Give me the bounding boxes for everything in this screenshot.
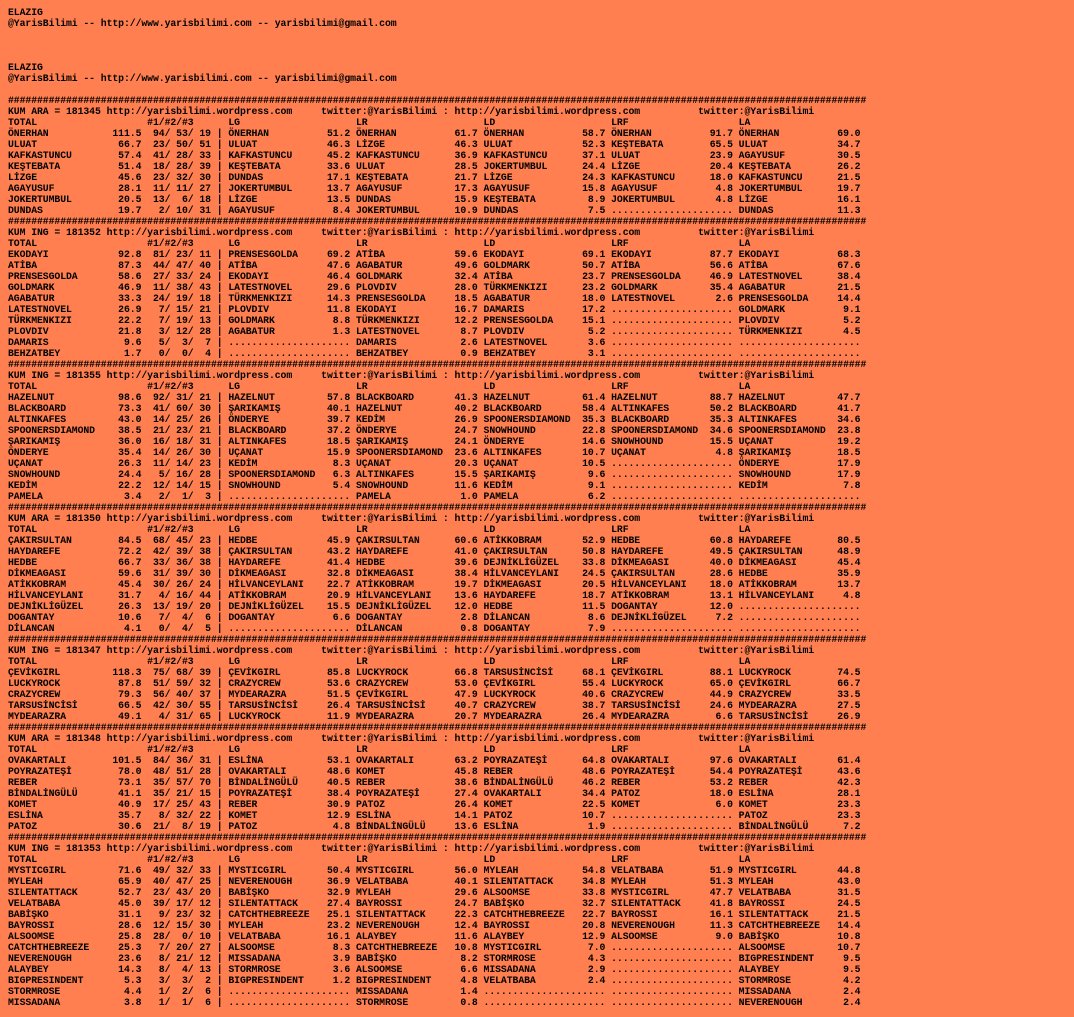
table-row: ALSOOMSE 25.8 28/ 0/ 10 | VELATBABA 16.1 ALAYBEY 11.6 ALAYBEY 12.9 ALSOOMSE 9.0 BABİŞKO 10.8	[8, 931, 861, 942]
race-header-line: KUM ING = 181355 http://yarisbilimi.wordpress.com twitter:@YarisBilimi : http://yarisbilimi.wordpress.com twitter:@YarisBilimi	[8, 370, 815, 381]
table-row: ATİBA 87.3 44/ 47/ 40 | ATİBA 47.6 AGABATUR 49.6 GOLDMARK 50.7 ATİBA 56.6 ATİBA 67.6	[8, 260, 861, 271]
table-row: REBER 73.1 35/ 57/ 70 | BİNDALİNGÜLÜ 40.5 REBER 38.6 BİNDALİNGÜLÜ 46.2 REBER 53.2 REBER 42.3	[8, 777, 861, 788]
race-header-line: KUM ARA = 181345 http://yarisbilimi.wordpress.com twitter:@YarisBilimi : http://yarisbilimi.wordpress.com twitter:@YarisBilimi	[8, 106, 815, 117]
table-row: BEHZATBEY 1.7 0/ 0/ 4 | ..................... BEHZATBEY 0.9 BEHZATBEY 3.1 ..................... .....................	[8, 348, 861, 359]
race-table	[8, 216, 1070, 359]
table-row: VELATBABA 45.0 39/ 17/ 12 | SILENTATTACK 27.4 BAYROSSI 24.7 BABİŞKO 32.7 SILENTATTACK 41.8 BAYROSSI 24.5	[8, 898, 861, 909]
table-row: ÖNDERYE 35.4 14/ 26/ 30 | UÇANAT 15.9 SPOONERSDIAMOND 23.6 ALTINKAFES 10.7 UÇANAT 4.8 ŞARIKAMIŞ 18.5	[8, 447, 861, 458]
column-header-line: TOTAL #1/#2/#3 LG LR LD LRF LA	[8, 854, 751, 865]
table-row: MISSADANA 3.8 1/ 1/ 6 | ..................... STORMROSE 0.8 ..................... ..................... NEVERENOUGH 2.4	[8, 997, 861, 1008]
table-row: SPOONERSDIAMOND 38.5 21/ 23/ 21 | BLACKBOARD 37.2 ÖNDERYE 24.7 SNOWHOUND 22.8 SPOONERSDIAMOND 34.6 SPOONERSDIAMOND 23.8	[8, 425, 861, 436]
table-row: EKODAYI 92.8 81/ 23/ 11 | PRENSESGOLDA 69.2 ATİBA 59.6 EKODAYI 69.1 EKODAYI 87.7 EKODAYI 68.3	[8, 249, 861, 260]
race-tables	[8, 95, 1070, 1008]
header-1-title: ELAZIG	[8, 7, 43, 18]
table-row: ESLİNA 35.7 8/ 32/ 22 | KOMET 12.9 ESLİNA 14.1 PATOZ 10.7 ..................... PATOZ 23.3	[8, 810, 861, 821]
race-table	[8, 359, 1070, 502]
table-row: ATİKKOBRAM 45.4 30/ 26/ 24 | HİLVANCEYLANI 22.7 ATİKKOBRAM 19.7 DİKMEAGASI 20.5 HİLVANCEYLANI 18.0 ATİKKOBRAM 13.7	[8, 579, 861, 590]
spacer	[8, 84, 1070, 95]
table-row: TARSUSİNCİSİ 66.5 42/ 30/ 55 | TARSUSİNCİSİ 26.4 TARSUSİNCİSİ 40.7 CRAZYCREW 38.7 TARSUSİNCİSİ 24.6 MYDEARAZRA 27.5	[8, 700, 861, 711]
column-header-line: TOTAL #1/#2/#3 LG LR LD LRF LA	[8, 744, 751, 755]
table-row: BİNDALİNGÜLÜ 41.1 35/ 21/ 15 | POYRAZATEŞİ 38.4 POYRAZATEŞİ 27.4 OVAKARTALI 34.4 PATOZ 18.0 ESLİNA 28.1	[8, 788, 861, 799]
separator-line: ####################################################################################################################################################	[8, 95, 867, 106]
table-row: ÇAKIRSULTAN 84.5 68/ 45/ 23 | HEDBE 45.9 ÇAKIRSULTAN 60.6 ATİKKOBRAM 52.9 HEDBE 60.8 HAYDAREFE 80.5	[8, 535, 861, 546]
table-row: DEJNİKLİGÜZEL 26.3 13/ 19/ 20 | DEJNİKLİGÜZEL 15.5 DEJNİKLİGÜZEL 12.0 HEDBE 11.5 DOGANTAY 12.0 .....................	[8, 601, 861, 612]
table-row: DİKMEAGASI 59.6 31/ 39/ 30 | DİKMEAGASI 32.8 DİKMEAGASI 38.4 HİLVANCEYLANI 24.5 ÇAKIRSULTAN 28.6 HEDBE 35.9	[8, 568, 861, 579]
race-header-line: KUM ING = 181352 http://yarisbilimi.wordpress.com twitter:@YarisBilimi : http://yarisbilimi.wordpress.com twitter:@YarisBilimi	[8, 227, 815, 238]
table-row: ŞARIKAMIŞ 36.0 16/ 18/ 31 | ALTINKAFES 18.5 ŞARIKAMIŞ 24.1 ÖNDERYE 14.6 SNOWHOUND 15.5 UÇANAT 19.2	[8, 436, 861, 447]
table-row: ALAYBEY 14.3 8/ 4/ 13 | STORMROSE 3.6 ALSOOMSE 6.6 MISSADANA 2.9 ..................... ALAYBEY 9.5	[8, 964, 861, 975]
table-row: LİZGE 45.6 23/ 32/ 30 | DUNDAS 17.1 KEŞTEBATA 21.7 LİZGE 24.3 KAFKASTUNCU 18.0 KAFKASTUNCU 21.5	[8, 172, 861, 183]
table-row: PATOZ 30.6 21/ 8/ 19 | PATOZ 4.8 BİNDALİNGÜLÜ 13.6 ESLİNA 1.9 ..................... BİNDALİNGÜLÜ 7.2	[8, 821, 861, 832]
report-page	[8, 7, 1070, 1008]
table-row: BABİŞKO 31.1 9/ 23/ 32 | CATCHTHEBREEZE 25.1 SILENTATTACK 22.3 CATCHTHEBREEZE 22.7 BAYROSSI 16.1 SILENTATTACK 21.5	[8, 909, 861, 920]
table-row: DİLANCAN 4.1 0/ 4/ 5 | ..................... DİLANCAN 0.8 DOGANTAY 7.9 ..................... .....................	[8, 623, 861, 634]
separator-line: ####################################################################################################################################################	[8, 722, 867, 733]
table-row: BAYROSSI 28.6 12/ 15/ 30 | MYLEAH 23.2 NEVERENOUGH 12.4 BAYROSSI 20.8 NEVERENOUGH 11.3 CATCHTHEBREEZE 14.4	[8, 920, 861, 931]
table-row: MYSTICGIRL 71.6 49/ 32/ 33 | MYSTICGIRL 50.4 MYSTICGIRL 56.0 MYLEAH 54.8 VELATBABA 51.9 MYSTICGIRL 44.8	[8, 865, 861, 876]
race-table	[8, 832, 1070, 1008]
table-row: MYDEARAZRA 49.1 4/ 31/ 65 | LUCKYROCK 11.9 MYDEARAZRA 20.7 MYDEARAZRA 26.4 MYDEARAZRA 6.6 TARSUSİNCİSİ 26.9	[8, 711, 861, 722]
race-header-line: KUM ING = 181353 http://yarisbilimi.wordpress.com twitter:@YarisBilimi : http://yarisbilimi.wordpress.com twitter:@YarisBilimi	[8, 843, 815, 854]
race-table	[8, 722, 1070, 832]
separator-line: ####################################################################################################################################################	[8, 216, 867, 227]
table-row: BIGPRESINDENT 5.3 3/ 3/ 2 | BIGPRESINDENT 1.2 BIGPRESINDENT 4.8 VELATBABA 2.4 ..................... STORMROSE 4.2	[8, 975, 861, 986]
table-row: OVAKARTALI 101.5 84/ 36/ 31 | ESLİNA 53.1 OVAKARTALI 63.2 POYRAZATEŞİ 64.8 OVAKARTALI 97.6 OVAKARTALI 61.4	[8, 755, 861, 766]
table-row: PLOVDIV 21.8 3/ 12/ 28 | AGABATUR 1.3 LATESTNOVEL 8.7 PLOVDIV 5.2 ..................... TÜRKMENKIZI 4.5	[8, 326, 861, 337]
column-header-line: TOTAL #1/#2/#3 LG LR LD LRF LA	[8, 524, 751, 535]
separator-line: ####################################################################################################################################################	[8, 634, 867, 645]
race-table	[8, 634, 1070, 722]
table-row: HAZELNUT 98.6 92/ 31/ 21 | HAZELNUT 57.8 BLACKBOARD 41.3 HAZELNUT 61.4 HAZELNUT 88.7 HAZELNUT 47.7	[8, 392, 861, 403]
table-row: CATCHTHEBREEZE 25.3 7/ 20/ 27 | ALSOOMSE 8.3 CATCHTHEBREEZE 10.8 MYSTICGIRL 7.0 ..................... ALSOOMSE 10.7	[8, 942, 861, 953]
header-1-credit: @YarisBilimi -- http://www.yarisbilimi.com -- yarisbilimi@gmail.com	[8, 18, 397, 29]
table-row: PRENSESGOLDA 58.6 27/ 33/ 24 | EKODAYI 46.4 GOLDMARK 32.4 ATİBA 23.7 PRENSESGOLDA 46.9 LATESTNOVEL 38.4	[8, 271, 861, 282]
header-2-credit: @YarisBilimi -- http://www.yarisbilimi.com -- yarisbilimi@gmail.com	[8, 73, 397, 84]
table-row: AGABATUR 33.3 24/ 19/ 18 | TÜRKMENKIZI 14.3 PRENSESGOLDA 18.5 AGABATUR 18.0 LATESTNOVEL 2.6 PRENSESGOLDA 14.4	[8, 293, 861, 304]
separator-line: ####################################################################################################################################################	[8, 502, 867, 513]
table-row: CRAZYCREW 79.3 56/ 40/ 37 | MYDEARAZRA 51.5 ÇEVİKGIRL 47.9 LUCKYROCK 40.6 CRAZYCREW 44.9 CRAZYCREW 33.5	[8, 689, 861, 700]
table-row: AGAYUSUF 28.1 11/ 11/ 27 | JOKERTUMBUL 13.7 AGAYUSUF 17.3 AGAYUSUF 15.8 AGAYUSUF 4.8 JOKERTUMBUL 19.7	[8, 183, 861, 194]
table-row: HEDBE 66.7 33/ 36/ 38 | HAYDAREFE 41.4 HEDBE 39.6 DEJNİKLİGÜZEL 33.8 DİKMEAGASI 40.0 DİKMEAGASI 45.4	[8, 557, 861, 568]
table-row: KOMET 40.9 17/ 25/ 43 | REBER 30.9 PATOZ 26.4 KOMET 22.5 KOMET 6.0 KOMET 23.3	[8, 799, 861, 810]
table-row: UÇANAT 26.3 11/ 14/ 23 | KEDİM 8.3 UÇANAT 20.3 UÇANAT 10.5 ..................... ÖNDERYE 17.9	[8, 458, 861, 469]
race-table	[8, 502, 1070, 634]
separator-line: ####################################################################################################################################################	[8, 832, 867, 843]
table-row: KAFKASTUNCU 57.4 41/ 28/ 33 | KAFKASTUNCU 45.2 KAFKASTUNCU 36.9 KAFKASTUNCU 37.1 ULUAT 23.9 AGAYUSUF 30.5	[8, 150, 861, 161]
table-row: BLACKBOARD 73.3 41/ 60/ 30 | ŞARIKAMIŞ 40.1 HAZELNUT 40.2 BLACKBOARD 58.4 ALTINKAFES 50.2 BLACKBOARD 41.7	[8, 403, 861, 414]
table-row: POYRAZATEŞİ 78.0 48/ 51/ 28 | OVAKARTALI 48.6 KOMET 45.8 REBER 48.6 POYRAZATEŞİ 54.4 POYRAZATEŞİ 43.6	[8, 766, 861, 777]
table-row: ULUAT 66.7 23/ 50/ 51 | ULUAT 46.3 LİZGE 46.3 ULUAT 52.3 KEŞTEBATA 65.5 ULUAT 34.7	[8, 139, 861, 150]
table-row: KEŞTEBATA 51.4 18/ 28/ 39 | KEŞTEBATA 33.6 ULUAT 28.5 JOKERTUMBUL 24.4 LİZGE 20.4 KEŞTEBATA 26.2	[8, 161, 861, 172]
table-row: STORMROSE 4.4 1/ 2/ 6 | ..................... MISSADANA 1.4 ..................... ..................... MISSADANA 2.4	[8, 986, 861, 997]
table-row: ALTINKAFES 43.0 14/ 25/ 26 | ÖNDERYE 39.7 KEDİM 26.9 SPOONERSDIAMOND 35.3 BLACKBOARD 35.3 ALTINKAFES 34.6	[8, 414, 861, 425]
table-row: ÖNERHAN 111.5 94/ 53/ 19 | ÖNERHAN 51.2 ÖNERHAN 61.7 ÖNERHAN 58.7 ÖNERHAN 91.7 ÖNERHAN 69.0	[8, 128, 861, 139]
table-row: TÜRKMENKIZI 22.2 7/ 19/ 13 | GOLDMARK 8.8 TÜRKMENKIZI 12.2 PRENSESGOLDA 15.1 ..................... PLOVDIV 5.2	[8, 315, 861, 326]
header-2-title: ELAZIG	[8, 62, 43, 73]
spacer	[8, 29, 1070, 62]
table-row: PAMELA 3.4 2/ 1/ 3 | ..................... PAMELA 1.0 PAMELA 6.2 ..................... .....................	[8, 491, 861, 502]
table-row: LUCKYROCK 87.8 51/ 59/ 32 | CRAZYCREW 53.6 CRAZYCREW 53.0 ÇEVİKGIRL 55.4 LUCKYROCK 65.0 ÇEVİKGIRL 66.7	[8, 678, 861, 689]
race-header-line: KUM ING = 181347 http://yarisbilimi.wordpress.com twitter:@YarisBilimi : http://yarisbilimi.wordpress.com twitter:@YarisBilimi	[8, 645, 815, 656]
table-row: HAYDAREFE 72.2 42/ 39/ 38 | ÇAKIRSULTAN 43.2 HAYDAREFE 41.0 ÇAKIRSULTAN 50.8 HAYDAREFE 49.5 ÇAKIRSULTAN 48.9	[8, 546, 861, 557]
table-row: LATESTNOVEL 26.9 7/ 15/ 21 | PLOVDIV 11.8 EKODAYI 16.7 DAMARIS 17.2 ..................... GOLDMARK 9.1	[8, 304, 861, 315]
table-row: DUNDAS 19.7 2/ 10/ 31 | AGAYUSUF 8.4 JOKERTUMBUL 10.9 DUNDAS 7.5 ..................... DUNDAS 11.3	[8, 205, 861, 216]
column-header-line: TOTAL #1/#2/#3 LG LR LD LRF LA	[8, 117, 751, 128]
table-row: KEDİM 22.2 12/ 14/ 15 | SNOWHOUND 5.4 SNOWHOUND 11.6 KEDİM 9.1 ..................... KEDİM 7.8	[8, 480, 861, 491]
race-table	[8, 95, 1070, 216]
separator-line: ####################################################################################################################################################	[8, 359, 867, 370]
table-row: DAMARIS 9.6 5/ 3/ 7 | ..................... DAMARIS 2.6 LATESTNOVEL 3.6 ..................... .....................	[8, 337, 861, 348]
table-row: JOKERTUMBUL 20.5 13/ 6/ 18 | LİZGE 13.5 DUNDAS 15.9 KEŞTEBATA 8.9 JOKERTUMBUL 4.8 LİZGE 16.1	[8, 194, 861, 205]
column-header-line: TOTAL #1/#2/#3 LG LR LD LRF LA	[8, 238, 751, 249]
table-row: GOLDMARK 46.9 11/ 38/ 43 | LATESTNOVEL 29.6 PLOVDIV 28.0 TÜRKMENKIZI 23.2 GOLDMARK 35.4 AGABATUR 21.5	[8, 282, 861, 293]
table-row: DOGANTAY 10.6 7/ 4/ 6 | DOGANTAY 6.6 DOGANTAY 2.8 DİLANCAN 8.6 DEJNİKLİGÜZEL 7.2 .....................	[8, 612, 861, 623]
table-row: ÇEVİKGIRL 118.3 75/ 68/ 39 | ÇEVİKGIRL 85.8 LUCKYROCK 66.8 TARSUSİNCİSİ 68.1 ÇEVİKGIRL 88.1 LUCKYROCK 74.5	[8, 667, 861, 678]
race-header-line: KUM ARA = 181350 http://yarisbilimi.wordpress.com twitter:@YarisBilimi : http://yarisbilimi.wordpress.com twitter:@YarisBilimi	[8, 513, 815, 524]
table-row: SILENTATTACK 52.7 23/ 43/ 20 | BABİŞKO 32.9 MYLEAH 29.6 ALSOOMSE 33.8 MYSTICGIRL 47.7 VELATBABA 31.5	[8, 887, 861, 898]
table-row: NEVERENOUGH 23.6 8/ 21/ 12 | MISSADANA 3.9 BABİŞKO 8.2 STORMROSE 4.3 ..................... BIGPRESINDENT 9.5	[8, 953, 861, 964]
table-row: MYLEAH 65.9 40/ 47/ 25 | NEVERENOUGH 36.9 VELATBABA 40.1 SILENTATTACK 34.8 MYLEAH 51.3 MYLEAH 43.0	[8, 876, 861, 887]
column-header-line: TOTAL #1/#2/#3 LG LR LD LRF LA	[8, 381, 751, 392]
table-row: SNOWHOUND 24.4 5/ 16/ 28 | SPOONERSDIAMOND 6.3 ALTINKAFES 15.5 ŞARIKAMIŞ 9.6 ..................... SNOWHOUND 17.9	[8, 469, 861, 480]
table-row: HİLVANCEYLANI 31.7 4/ 16/ 44 | ATİKKOBRAM 20.9 HİLVANCEYLANI 13.6 HAYDAREFE 18.7 ATİKKOBRAM 13.1 HİLVANCEYLANI 4.8	[8, 590, 861, 601]
race-header-line: KUM ARA = 181348 http://yarisbilimi.wordpress.com twitter:@YarisBilimi : http://yarisbilimi.wordpress.com twitter:@YarisBilimi	[8, 733, 815, 744]
column-header-line: TOTAL #1/#2/#3 LG LR LD LRF LA	[8, 656, 751, 667]
